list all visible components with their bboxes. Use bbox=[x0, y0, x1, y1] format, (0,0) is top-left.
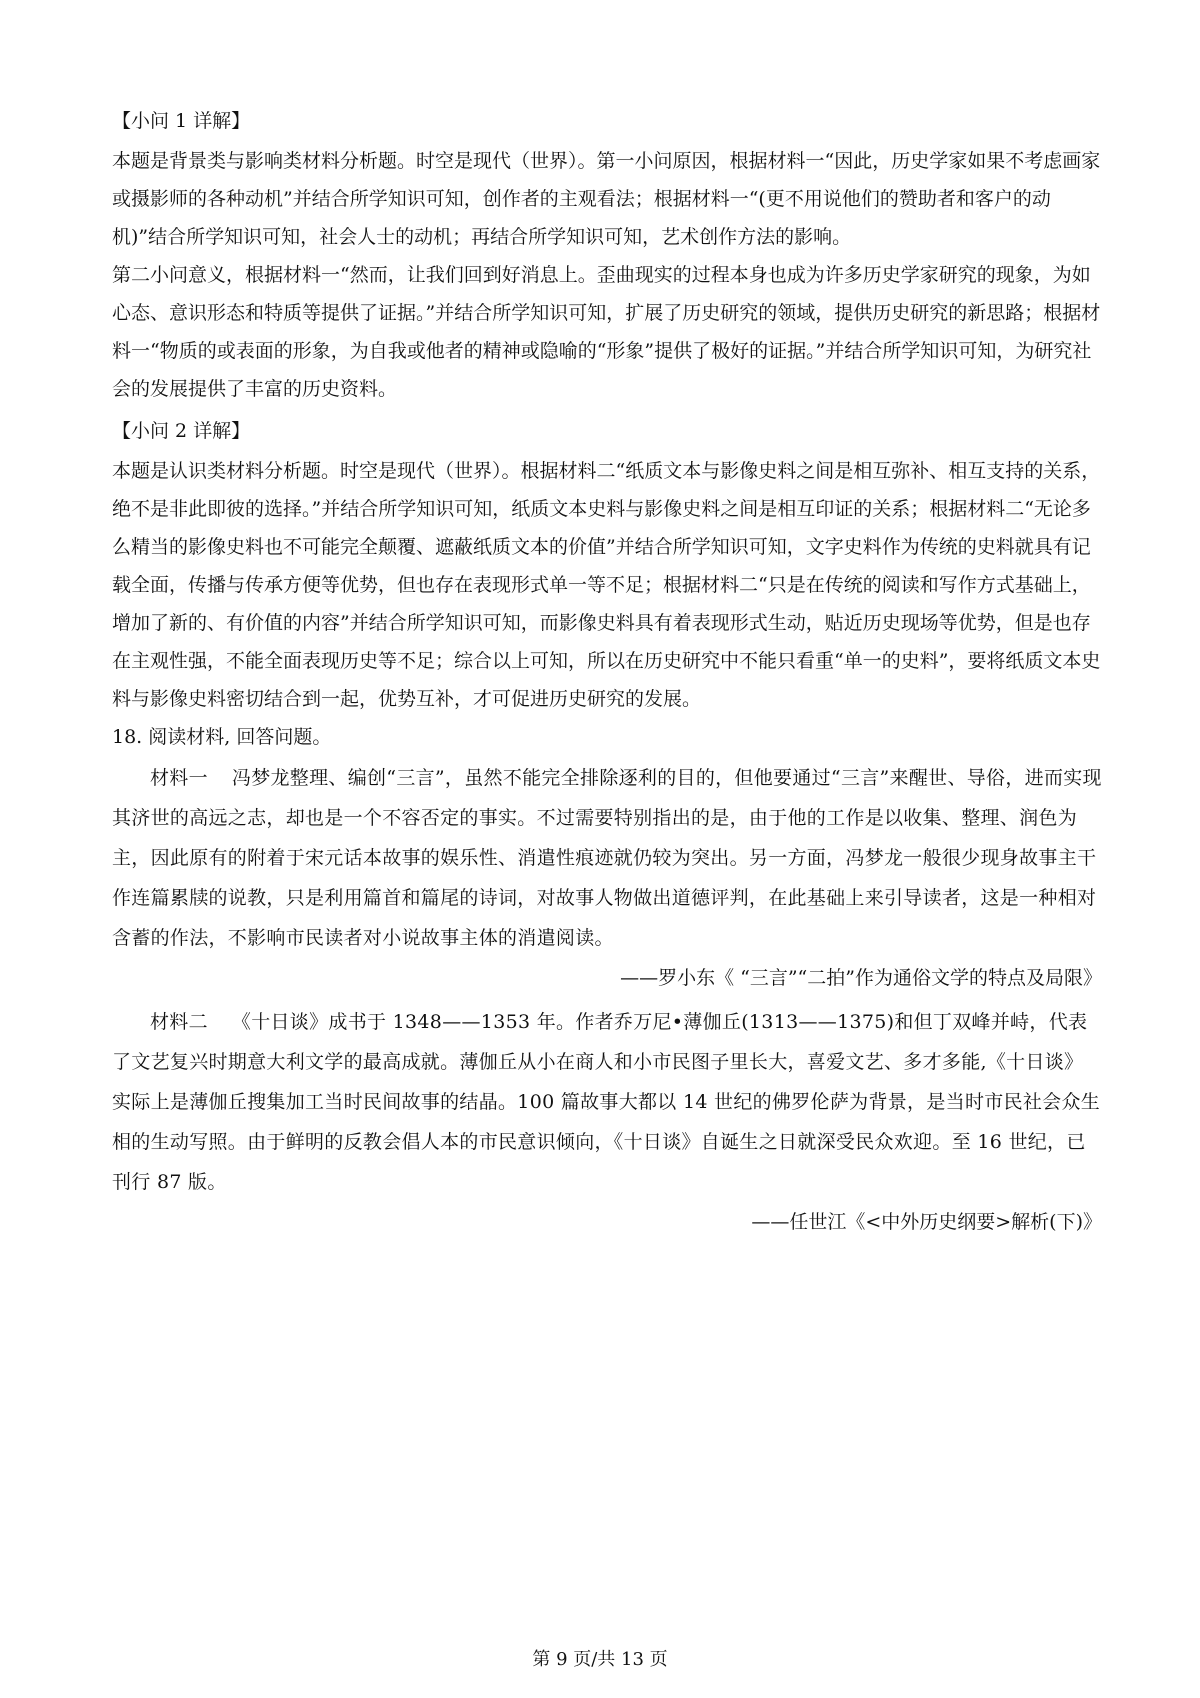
answer2-heading: 【小问 2 详解】 bbox=[112, 420, 251, 442]
answer1-paragraph-1: 本题是背景类与影响类材料分析题。时空是现代（世界）。第一小问原因，根据材料一“因此，历史学家如果不考虑画家或摄影师的各种动机”并结合所学知识可知，创作者的主观看法；根据材料一“(更不用说他们的赞助者和客户的动机)”结合所学知识可知，社会人士的动机；再结合所学知识可知，艺术创作方法的影响。 bbox=[112, 150, 1101, 248]
material2-text: 《十日谈》成书于 1348——1353 年。作者乔万尼•薄伽丘(1313——1375)和但丁双峰并峙，代表了文艺复兴时期意大利文学的最高成就。薄伽丘从小在商人和小市民图子里长大，喜爱文艺、多才多能,《十日谈》实际上是薄伽丘搜集加工当时民间故事的结晶。100 篇故事大都以 14 世纪的佛罗伦萨为背景，是当时市民社会众生相的生动写照。由于鲜明的反教会倡人本的市民意识倾向，《十日谈》自诞生之日就深受民众欢迎。至 16 世纪，已刊行 87 版。 bbox=[112, 1011, 1101, 1193]
page-content bbox=[112, 98, 1102, 1246]
material2-paragraph bbox=[112, 1002, 1102, 1202]
answer1-heading: 【小问 1 详解】 bbox=[112, 110, 251, 132]
material2-source: ——任世江《<中外历史纲要>解析(下)》 bbox=[751, 1211, 1102, 1233]
material1-text: 冯梦龙整理、编创“三言”，虽然不能完全排除逐利的目的，但他要通过“三言”来醒世、导俗，进而实现其济世的高远之志，却也是一个不容否定的事实。不过需要特别指出的是，由于他的工作是以收集、整理、润色为主，因此原有的附着于宋元话本故事的娱乐性、消遣性痕迹就仍较为突出。另一方面，冯梦龙一般很少现身故事主干作连篇累牍的说教，只是利用篇首和篇尾的诗词，对故事人物做出道德评判，在此基础上来引导读者，这是一种相对含蓄的作法，不影响市民读者对小说故事主体的消遣阅读。 bbox=[112, 767, 1102, 949]
question-18-title: 18. 阅读材料, 回答问题。 bbox=[112, 726, 332, 748]
material1-label: 材料一 bbox=[150, 767, 208, 789]
material2-label: 材料二 bbox=[150, 1011, 208, 1033]
material1-paragraph bbox=[112, 758, 1102, 958]
material1-source: ——罗小东《 “三言”“二拍”作为通俗文学的特点及局限》 bbox=[620, 967, 1102, 989]
answer2-paragraph-1: 本题是认识类材料分析题。时空是现代（世界）。根据材料二“纸质文本与影像史料之间是相互弥补、相互支持的关系，绝不是非此即彼的选择。”并结合所学知识可知，纸质文本史料与影像史料之间是相互印证的关系；根据材料二“无论多么精当的影像史料也不可能完全颠覆、遮蔽纸质文本的价值”并结合所学知识可知，文字史料作为传统的史料就具有记载全面，传播与传承方便等优势，但也存在表现形式单一等不足；根据材料二“只是在传统的阅读和写作方式基础上，增加了新的、有价值的内容”并结合所学知识可知，而影像史料具有着表现形式生动，贴近历史现场等优势，但是也存在主观性强，不能全面表现历史等不足；综合以上可知，所以在历史研究中不能只看重“单一的史料”，要将纸质文本史料与影像史料密切结合到一起，优势互补，才可促进历史研究的发展。 bbox=[112, 460, 1101, 710]
answer1-paragraph-2: 第二小问意义，根据材料一“然而，让我们回到好消息上。歪曲现实的过程本身也成为许多历史学家研究的现象，为如心态、意识形态和特质等提供了证据。”并结合所学知识可知，扩展了历史研究的领域，提供历史研究的新思路；根据材料一“物质的或表面的形象，为自我或他者的精神或隐喻的“形象”提供了极好的证据。”并结合所学知识可知，为研究社会的发展提供了丰富的历史资料。 bbox=[112, 264, 1101, 400]
page-footer: 第 9 页/共 13 页 bbox=[532, 1649, 668, 1670]
